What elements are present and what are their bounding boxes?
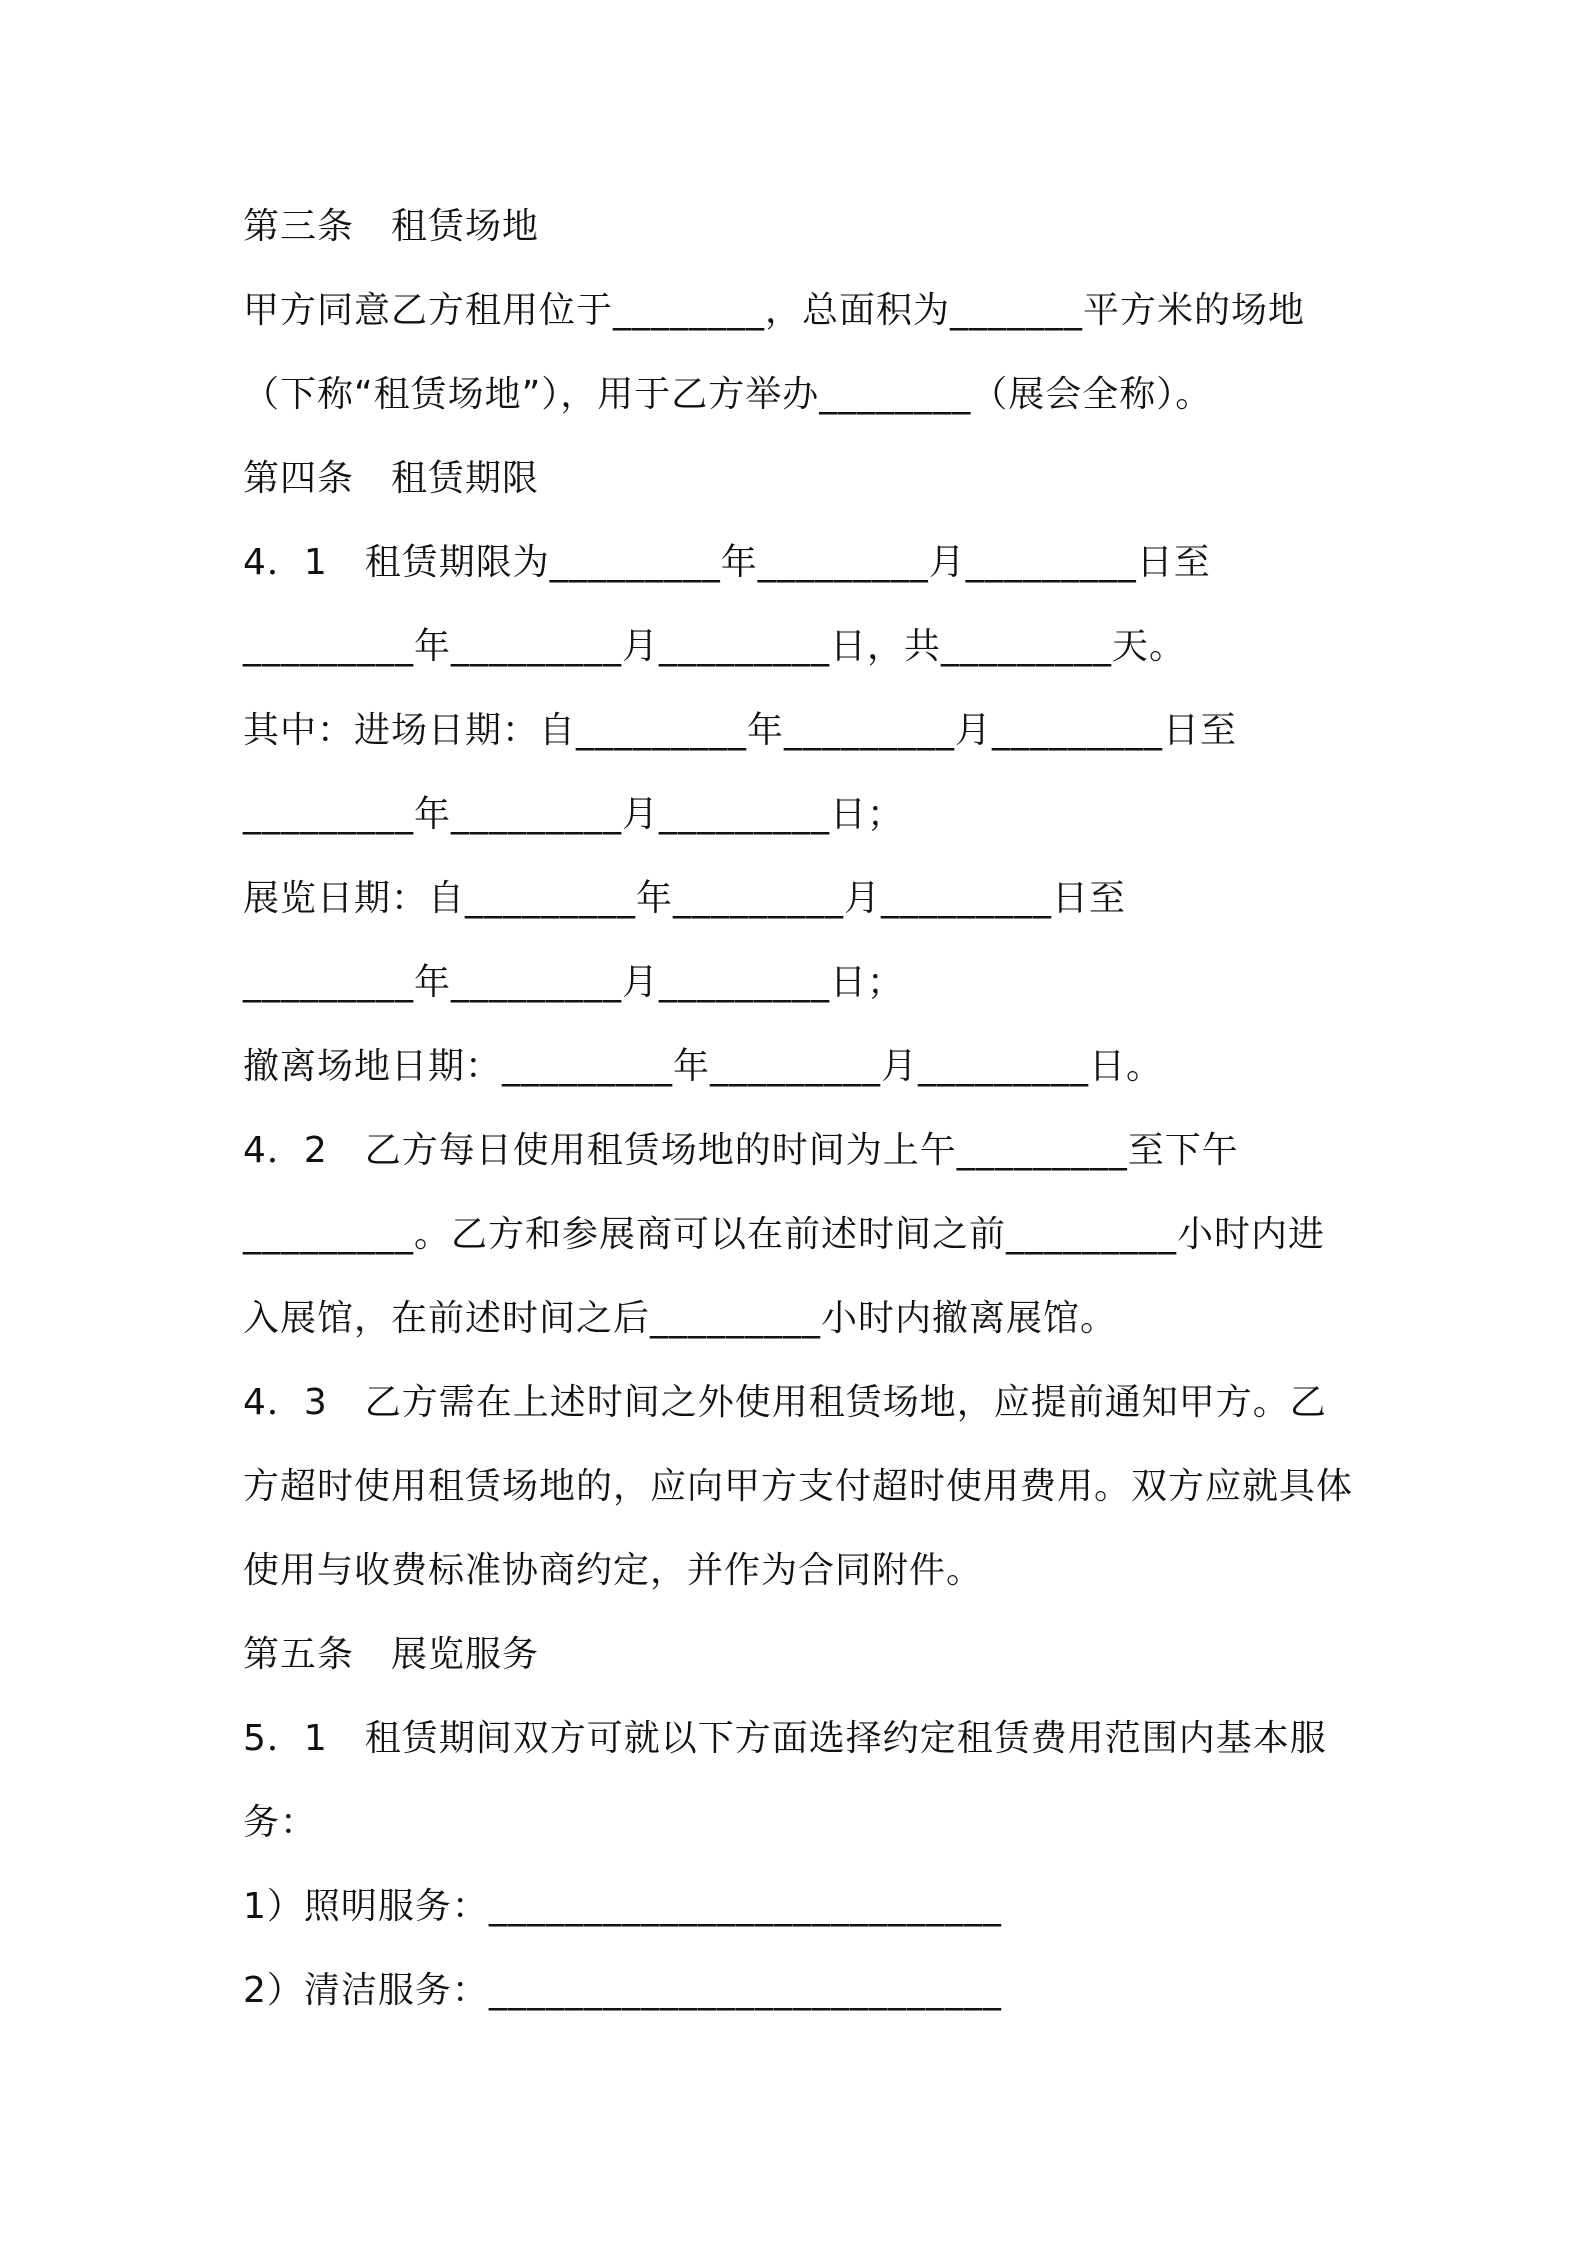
article-3-text-line-2: （下称“租赁场地”），用于乙方举办________（展会全称）。: [243, 374, 1213, 415]
clause-4-1-line-2: _________年_________月_________日，共_________天。: [243, 626, 1187, 667]
clause-4-2-line-3: 入展馆，在前述时间之后_________小时内撤离展馆。: [243, 1298, 1118, 1339]
article-4-heading: 第四条 租赁期限: [243, 458, 540, 499]
clause-4-3-line-3: 使用与收费标准协商约定，并作为合同附件。: [243, 1550, 984, 1591]
clause-4-2-line-1: 4．2 乙方每日使用租赁场地的时间为上午_________至下午: [243, 1130, 1239, 1171]
clause-5-1-line-2: 务：: [243, 1802, 318, 1843]
clause-4-3-line-2: 方超时使用租赁场地的，应向甲方支付超时使用费用。双方应就具体: [243, 1466, 1354, 1507]
entry-date-line-2: _________年_________月_________日；: [243, 794, 904, 835]
clause-4-1-line-1: 4．1 租赁期限为_________年_________月_________日至: [243, 542, 1211, 583]
article-3-text-line-1: 甲方同意乙方租用位于________，总面积为_______平方米的场地: [243, 290, 1306, 331]
clause-4-3-line-1: 4．3 乙方需在上述时间之外使用租赁场地，应提前通知甲方。乙: [243, 1382, 1327, 1423]
cleaning-service-item: 2）清洁服务：___________________________: [243, 1970, 1002, 2011]
article-3-heading: 第三条 租赁场地: [243, 206, 540, 247]
exhibition-date-line-2: _________年_________月_________日；: [243, 962, 904, 1003]
exhibition-date-line-1: 展览日期：自_________年_________月_________日至: [243, 878, 1127, 919]
entry-date-line-1: 其中：进场日期：自_________年_________月_________日至: [243, 710, 1238, 751]
clause-4-2-line-2: _________。乙方和参展商可以在前述时间之前_________小时内进: [243, 1214, 1326, 1255]
article-5-heading: 第五条 展览服务: [243, 1634, 540, 1675]
withdrawal-date-line: 撤离场地日期：_________年_________月_________日。: [243, 1046, 1164, 1087]
lighting-service-item: 1）照明服务：___________________________: [243, 1886, 1002, 1927]
clause-5-1-line-1: 5．1 租赁期间双方可就以下方面选择约定租赁费用范围内基本服: [243, 1718, 1327, 1759]
